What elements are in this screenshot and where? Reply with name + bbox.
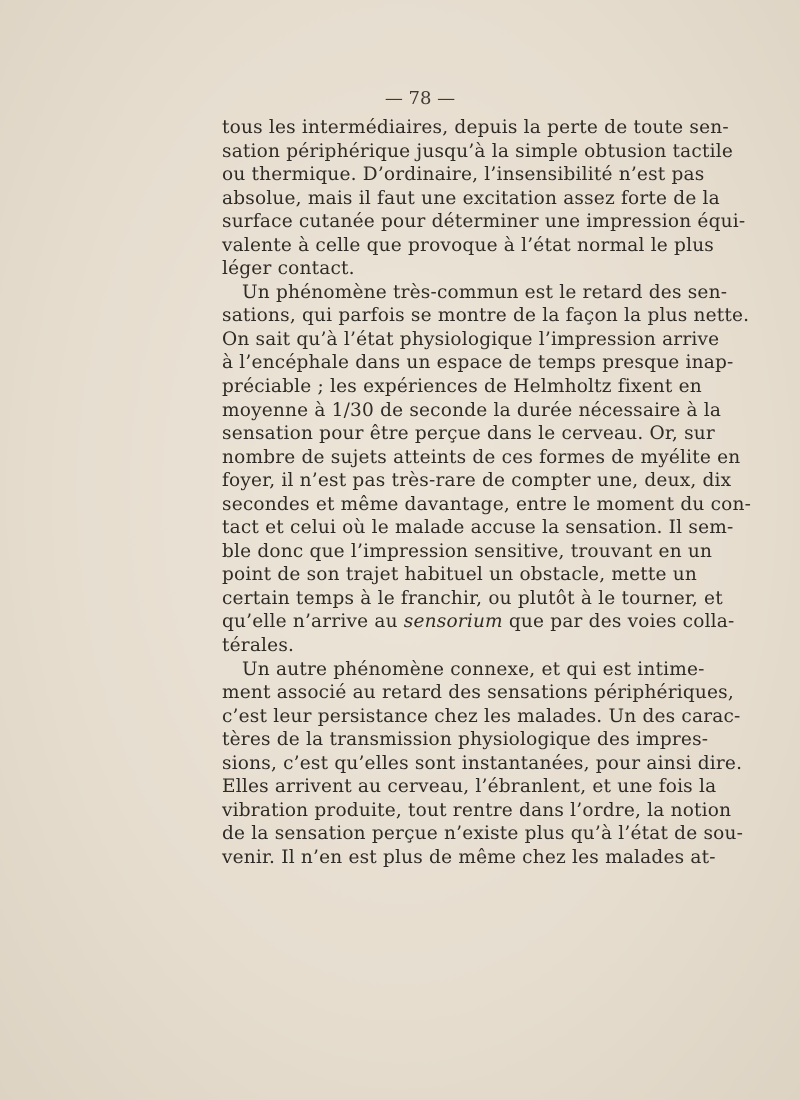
text-line: ou thermique. D’ordinaire, l’insensibilité n’est pas <box>222 164 705 186</box>
text-line: absolue, mais il faut une excitation assez forte de la <box>222 187 720 209</box>
text-line: sensation pour être perçue dans le cerveau. Or, sur <box>222 423 715 445</box>
text-line: sation périphérique jusqu’à la simple obtusion tactile <box>222 140 733 162</box>
text-line: tères de la transmission physiologique des impres- <box>222 729 709 751</box>
text-line: certain temps à le franchir, ou plutôt à le tourner, et <box>222 587 723 609</box>
text-line: Elles arrivent au cerveau, l’ébranlent, et une fois la <box>222 776 717 798</box>
paragraph-1 <box>222 116 746 281</box>
text-line: Un autre phénomène connexe, et qui est intime- <box>242 658 705 680</box>
text-line: point de son trajet habituel un obstacle, mette un <box>222 564 697 586</box>
text-line: venir. Il n’en est plus de même chez les malades at- <box>222 846 716 868</box>
text-line: sations, qui parfois se montre de la façon la plus nette. <box>222 305 750 327</box>
text-line: térales. <box>222 635 295 657</box>
text-line: à l’encéphale dans un espace de temps presque inap- <box>222 352 734 374</box>
text-line: foyer, il n’est pas très-rare de compter une, deux, dix <box>222 470 732 492</box>
text-line: surface cutanée pour déterminer une impression équi- <box>222 211 746 233</box>
text-line: vibration produite, tout rentre dans l’ordre, la notion <box>222 799 732 821</box>
text-line: On sait qu’à l’état physiologique l’impression arrive <box>222 328 720 350</box>
text-line: ble donc que l’impression sensitive, trouvant en un <box>222 540 713 562</box>
text-line: sions, c’est qu’elles sont instantanées, pour ainsi dire. <box>222 752 743 774</box>
paragraph-3 <box>222 658 744 870</box>
page-number: — 78 — <box>384 88 456 109</box>
paragraph-2 <box>222 281 752 658</box>
text-line: tous les intermédiaires, depuis la perte de toute sen- <box>222 117 729 138</box>
text-line: de la sensation perçue n’existe plus qu’à l’état de sou- <box>222 823 744 845</box>
text-line-italic-sensorium: qu’elle n’arrive au sensorium que par des voies colla- <box>222 611 735 633</box>
text-line: préciable ; les expériences de Helmholtz fixent en <box>222 376 702 398</box>
text-line: Un phénomène très-commun est le retard des sen- <box>242 281 728 303</box>
body-text <box>222 116 752 870</box>
text-line: moyenne à 1/30 de seconde la durée nécessaire à la <box>222 399 722 421</box>
italic-word: sensorium <box>403 611 503 633</box>
text-line: tact et celui où le malade accuse la sensation. Il sem- <box>222 517 734 539</box>
text-line: nombre de sujets atteints de ces formes de myélite en <box>222 446 741 468</box>
text-line: ment associé au retard des sensations périphériques, <box>222 682 734 704</box>
text-line: c’est leur persistance chez les malades. Un des carac- <box>222 705 741 727</box>
text-line: secondes et même davantage, entre le moment du con- <box>222 493 752 515</box>
text-line: valente à celle que provoque à l’état normal le plus <box>222 234 715 256</box>
text-line: léger contact. <box>222 258 355 280</box>
